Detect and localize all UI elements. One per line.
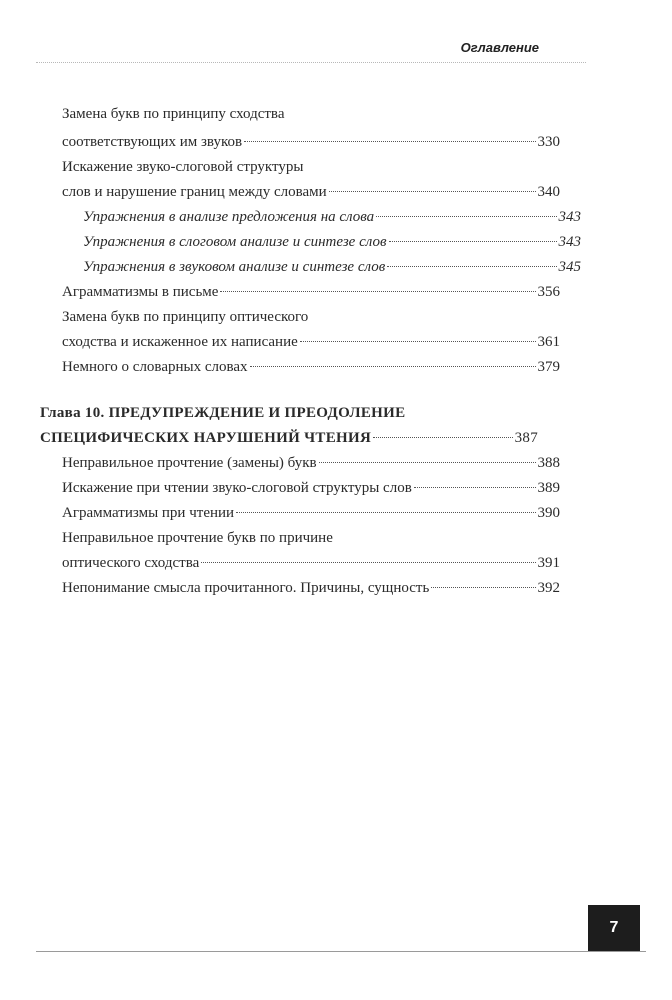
toc-page-number: 388	[537, 455, 560, 471]
toc-entry-text: Замена букв по принципу оптического	[62, 309, 309, 325]
toc-leader-dots	[250, 366, 536, 367]
toc-entry-text: Упражнения в слоговом анализе и синтезе слов	[83, 234, 387, 250]
toc-page-number: 392	[537, 580, 560, 596]
toc-page-number: 387	[514, 430, 538, 446]
toc-page-number: 390	[537, 505, 560, 521]
toc-entry-text: Неправильное прочтение букв по причине	[62, 530, 333, 546]
toc-entry-text: Неправильное прочтение (замены) букв	[62, 455, 317, 471]
toc-entry-text: Искажение звуко-слоговой структуры	[62, 159, 304, 175]
toc-page-number: 389	[537, 480, 560, 496]
toc-entry-text: Аграмматизмы в письме	[62, 284, 219, 300]
toc-page-number: 379	[537, 359, 560, 375]
footer-divider	[36, 951, 646, 952]
toc-page-number: 343	[558, 234, 581, 250]
running-header: Оглавление	[460, 40, 539, 55]
toc-entry-text: оптического сходства	[62, 555, 200, 571]
toc-leader-dots	[387, 266, 556, 267]
toc-entry	[40, 553, 560, 573]
toc-entry	[40, 478, 560, 498]
toc-entry	[40, 357, 560, 377]
toc-entry	[40, 104, 560, 124]
toc-entry-text: Замена букв по принципу сходства	[62, 106, 285, 122]
toc-page-number: 330	[537, 134, 560, 150]
toc-entry	[40, 182, 560, 202]
toc-page-number: 345	[558, 259, 581, 275]
toc-entry-text: Упражнения в анализе предложения на слова	[83, 209, 375, 225]
toc-entry-text: Непонимание смысла прочитанного. Причины, сущность	[62, 580, 430, 596]
toc-entry	[40, 503, 560, 523]
toc-leader-dots	[329, 191, 536, 192]
toc-entry-text: слов и нарушение границ между словами	[62, 184, 327, 200]
toc-entry-text: Глава 10. ПРЕДУПРЕЖДЕНИЕ И ПРЕОДОЛЕНИЕ	[40, 405, 406, 421]
header-divider	[36, 62, 586, 63]
toc-leader-dots	[373, 437, 513, 438]
toc-entry	[40, 282, 560, 302]
toc-chapter-line	[40, 428, 538, 448]
toc-leader-dots	[414, 487, 536, 488]
toc-entry	[40, 332, 560, 352]
toc-entry-text: Упражнения в звуковом анализе и синтезе слов	[83, 259, 386, 275]
toc-leader-dots	[201, 562, 535, 563]
toc-leader-dots	[244, 141, 535, 142]
toc-page-number: 356	[537, 284, 560, 300]
toc-page-number: 343	[558, 209, 581, 225]
toc-entry	[40, 578, 560, 598]
toc-entry-text: СПЕЦИФИЧЕСКИХ НАРУШЕНИЙ ЧТЕНИЯ	[40, 430, 372, 446]
toc-entry	[40, 232, 581, 252]
toc-entry-text: Аграмматизмы при чтении	[62, 505, 235, 521]
toc-chapter-line	[40, 403, 538, 423]
toc-entry-text: соответствующих им звуков	[62, 134, 243, 150]
toc-entry-text: Искажение при чтении звуко-слоговой структуры слов	[62, 480, 412, 496]
toc-leader-dots	[376, 216, 556, 217]
toc-entry	[40, 207, 581, 227]
toc-leader-dots	[300, 341, 536, 342]
toc-entry	[40, 528, 560, 548]
toc-entry	[40, 132, 560, 152]
toc-entry	[40, 157, 560, 177]
toc-page-number: 361	[537, 334, 560, 350]
toc-leader-dots	[236, 512, 535, 513]
toc-leader-dots	[389, 241, 557, 242]
toc-leader-dots	[220, 291, 535, 292]
toc-entry	[40, 307, 560, 327]
toc-leader-dots	[431, 587, 535, 588]
page-number-badge: 7	[588, 905, 640, 951]
toc-entry-text: Немного о словарных словах	[62, 359, 248, 375]
toc-page-number: 340	[537, 184, 560, 200]
toc-entry	[40, 257, 581, 277]
toc-entry	[40, 453, 560, 473]
toc-leader-dots	[319, 462, 536, 463]
toc-page-number: 391	[537, 555, 560, 571]
toc-entry-text: сходства и искаженное их написание	[62, 334, 298, 350]
